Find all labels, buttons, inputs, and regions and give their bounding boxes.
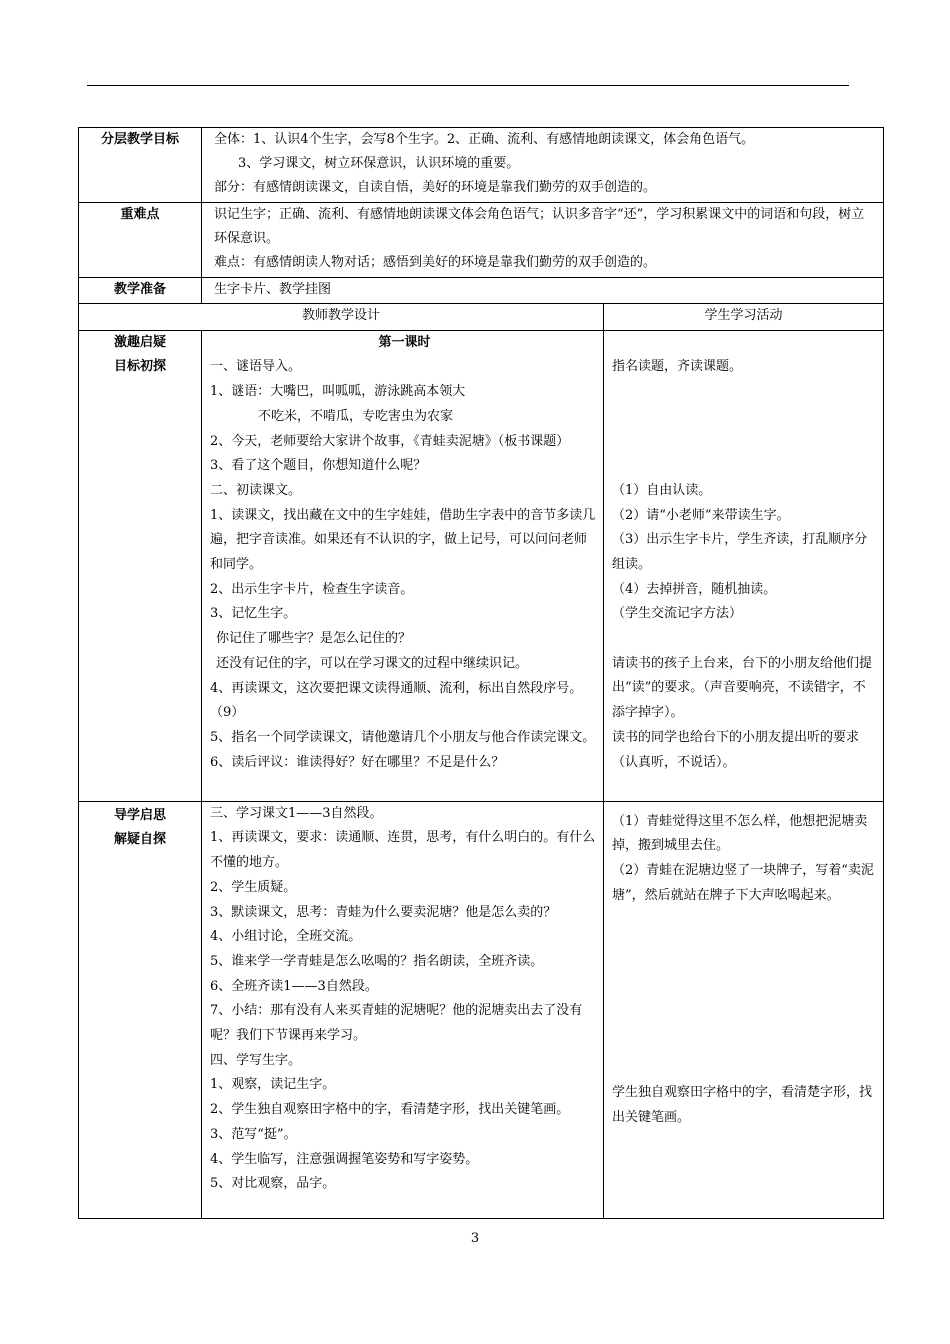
spacer	[612, 627, 877, 652]
teacher-step: 2、今天，老师要给大家讲个故事，《青蛙卖泥塘》（板书课题）	[210, 433, 570, 449]
student-activity: 学生独自观察田字格中的字，看清楚字形，找出关键笔画。	[612, 1085, 873, 1126]
teacher-step: 1、再读课文，要求：读通顺、连贯，思考，有什么明白的。有什么不懂的地方。	[210, 830, 596, 871]
spacer	[612, 380, 877, 405]
section-1-teacher	[202, 330, 604, 801]
teacher-step: 四、学写生字。	[210, 1052, 302, 1068]
section-2-label	[79, 801, 202, 1218]
teacher-step: 4、学生临写，注意强调握笔姿势和写字姿势。	[210, 1151, 479, 1167]
teacher-step: 3、范写“挺”。	[210, 1126, 297, 1142]
preparation-row	[79, 278, 884, 304]
spacer	[612, 454, 877, 479]
lesson-heading: 第一课时	[378, 334, 431, 350]
column-header-row	[79, 303, 884, 330]
spacer	[612, 933, 877, 958]
student-activity: 指名读题，齐读课题。	[612, 359, 743, 375]
section-1-row	[79, 330, 884, 801]
student-activity: （2）青蛙在泥塘边竖了一块牌子，写着“卖泥塘”，然后就站在牌子下大声吆喝起来。	[612, 863, 874, 903]
student-activity: （学生交流记字方法）	[612, 606, 743, 622]
spacer	[612, 983, 877, 1008]
teacher-step: 3、默读课文，思考：青蛙为什么要卖泥塘？他是怎么卖的？	[210, 904, 557, 920]
page-number: 3	[470, 1231, 480, 1246]
teacher-step: 2、学生独自观察田字格中的字，看清楚字形，找出关键笔画。	[210, 1102, 570, 1118]
section-2-row	[79, 801, 884, 1218]
teacher-step: 4、再读课文，这次要把课文读得通顺、流利，标出自然段序号。（9）	[210, 680, 583, 721]
section-2-label-line: 导学启思	[113, 807, 166, 823]
student-activity: 读书的同学也给台下的小朋友提出听的要求（认真听，不说话）。	[612, 729, 860, 770]
teacher-step: 1、观察，读记生字。	[210, 1077, 336, 1093]
teacher-step: 6、读后评议：谁读得好？好在哪里？不足是什么？	[210, 754, 505, 770]
spacer	[612, 909, 877, 934]
spacer	[612, 1032, 877, 1057]
section-1-student	[604, 330, 884, 801]
teacher-step: 你记住了哪些字？是怎么记住的？	[216, 631, 412, 647]
key-points-content	[202, 203, 884, 278]
teacher-step: 3、看了这个题目，你想知道什么呢？	[210, 458, 427, 474]
teacher-step: 不吃米，不啃瓜，专吃害虫为农家	[258, 408, 454, 424]
teacher-step: 二、初读课文。	[210, 482, 302, 498]
objectives-line: 3、学习课文，树立环保意识，认识环境的重要。	[238, 156, 520, 171]
section-1-label	[79, 330, 202, 801]
section-1-label-line: 激趣启疑	[113, 334, 166, 350]
student-activity-header: 学生学习活动	[604, 303, 884, 330]
header-rule	[87, 85, 849, 86]
teacher-step: 5、谁来学一学青蛙是怎么吆喝的？指名朗读，全班齐读。	[210, 953, 544, 969]
teacher-step: 3、记忆生字。	[210, 606, 297, 622]
section-2-teacher	[202, 801, 604, 1218]
student-activity: 请读书的孩子上台来，台下的小朋友给他们提出“读”的要求。（声音要响亮，不读错字，不添字掉字）。	[612, 655, 873, 721]
teacher-step: 7、小结：那有没有人来买青蛙的泥塘呢？他的泥塘卖出去了没有呢？我们下节课再来学习。	[210, 1003, 583, 1044]
section-1-label-line: 目标初探	[113, 359, 166, 375]
spacer	[612, 405, 877, 430]
student-activity: （2）请“小老师”来带读生字。	[612, 507, 790, 523]
teacher-step: 6、全班齐读1——3自然段。	[210, 978, 378, 994]
student-activity: （3）出示生字卡片，学生齐读，打乱顺序分组读。	[612, 532, 868, 572]
spacer	[612, 429, 877, 454]
objectives-content	[202, 128, 884, 203]
objectives-label: 分层教学目标	[79, 128, 202, 203]
key-points-line: 识记生字；正确、流利、有感情地朗读课文体会角色语气；认识多音字“还”，学习积累课文中的词语和句段，树立环保意识。	[214, 207, 865, 246]
key-points-line: 难点：有感情朗读人物对话；感悟到美好的环境是靠我们勤劳的双手创造的。	[214, 255, 657, 270]
teacher-design-header: 教师教学设计	[79, 303, 604, 330]
section-2-student	[604, 801, 884, 1218]
objectives-line: 部分：有感情朗读课文，自读自悟，美好的环境是靠我们勤劳的双手创造的。	[214, 180, 657, 195]
preparation-label: 教学准备	[79, 278, 202, 304]
spacer	[612, 1007, 877, 1032]
spacer	[612, 1057, 877, 1082]
spacer	[612, 331, 877, 356]
student-activity: （4）去掉拼音，随机抽读。	[612, 581, 777, 597]
section-2-label-line: 解疑自探	[113, 832, 166, 848]
lesson-plan-table	[78, 127, 884, 1219]
objectives-line: 全体：1、认识4个生字，会写8个生字。2、正确、流利、有感情地朗读课文，体会角色语气。	[214, 132, 755, 147]
student-activity: （1）自由认读。	[612, 482, 712, 498]
student-activity: （1）青蛙觉得这里不怎么样，他想把泥塘卖掉，搬到城里去住。	[612, 813, 868, 854]
teacher-step: 1、谜语：大嘴巴，叫呱呱，游泳跳高本领大	[210, 384, 466, 400]
key-points-row	[79, 203, 884, 278]
spacer	[612, 958, 877, 983]
objectives-row	[79, 128, 884, 203]
teacher-step: 4、小组讨论，全班交流。	[210, 929, 362, 945]
teacher-step: 5、对比观察，品字。	[210, 1176, 336, 1192]
teacher-step: 2、出示生字卡片，检查生字读音。	[210, 581, 414, 597]
teacher-step: 2、学生质疑。	[210, 879, 297, 895]
preparation-content: 生字卡片、教学挂图	[202, 278, 884, 304]
teacher-step: 5、指名一个同学读课文，请他邀请几个小朋友与他合作读完课文。	[210, 729, 596, 745]
teacher-step: 还没有记住的字，可以在学习课文的过程中继续识记。	[216, 655, 529, 671]
teacher-step: 三、学习课文1——3自然段。	[210, 805, 383, 821]
teacher-step: 一、谜语导入。	[210, 359, 302, 375]
teacher-step: 1、读课文，找出藏在文中的生字娃娃，借助生字表中的音节多读几遍，把字音读准。如果还有不认识的字，做上记号，可以问问老师和同学。	[210, 507, 596, 573]
key-points-label: 重难点	[79, 203, 202, 278]
